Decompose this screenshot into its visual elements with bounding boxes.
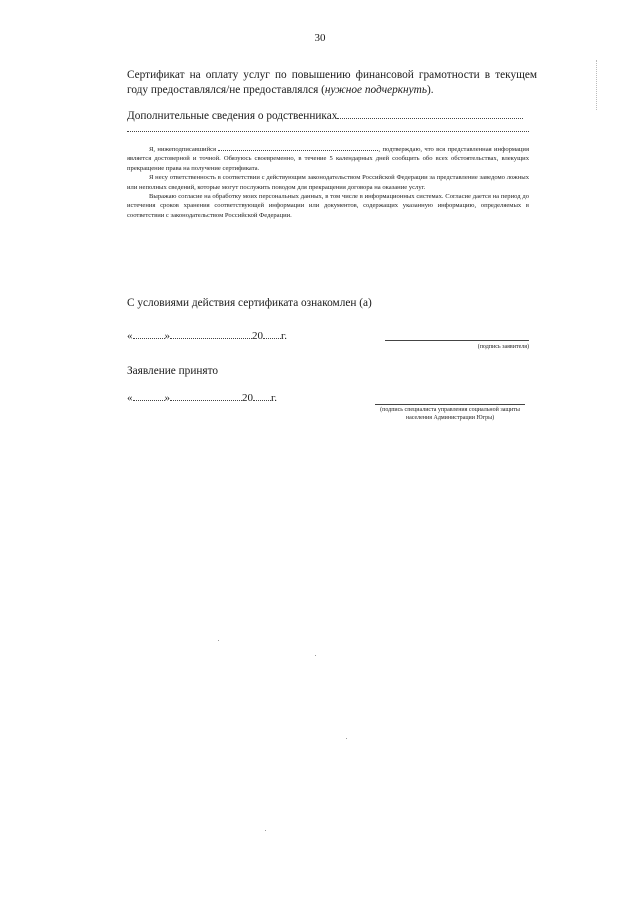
acceptance-label: Заявление принято <box>127 365 219 377</box>
day-line <box>133 329 165 339</box>
certificate-paragraph <box>127 68 537 98</box>
year-prefix: 20 <box>252 330 263 342</box>
certificate-italic-note: нужное подчеркнуть <box>324 84 427 96</box>
scan-speck <box>346 738 347 739</box>
date-close-quote: » <box>164 392 170 404</box>
certificate-closing: ). <box>426 84 434 96</box>
scan-speck <box>265 830 266 831</box>
declaration-paragraph-1 <box>127 144 529 173</box>
acknowledgement-date <box>127 329 287 342</box>
year-line <box>253 391 271 401</box>
declarant-name-line <box>218 144 378 151</box>
relatives-fill-line-2 <box>127 131 529 132</box>
year-suffix: г. <box>271 392 278 404</box>
year-prefix: 20 <box>242 392 253 404</box>
specialist-signature-caption: (подпись специалиста управления социальной защиты населения Администрации Югры) <box>380 407 520 421</box>
year-line <box>263 329 281 339</box>
date-open-quote: « <box>127 330 133 342</box>
relatives-label: Дополнительные сведения о родственниках <box>127 110 338 122</box>
declaration-block <box>127 144 529 220</box>
applicant-signature-caption: (подпись заявителя) <box>477 344 529 350</box>
declaration-paragraph-2: Я несу ответственность в соответствии с действующим законодательством Российской Федерации за представление заведомо ложных или неполных сведений, которые могут послужить поводом для прекращения договора на оказание услуг. <box>127 174 529 191</box>
year-suffix: г. <box>281 330 288 342</box>
acceptance-date <box>127 391 277 404</box>
scan-edge-artifact <box>596 60 598 110</box>
certificate-text: Сертификат на оплату услуг по повышению финансовой грамотности в текущем году предоставлялся/не предоставлялся ( <box>127 69 537 96</box>
acknowledgement-label: С условиями действия сертификата ознакомлен (а) <box>127 297 372 309</box>
month-line <box>170 391 242 401</box>
date-close-quote: » <box>164 330 170 342</box>
specialist-signature-line <box>375 404 525 405</box>
relatives-fill-line <box>337 109 523 119</box>
page-number: 30 <box>314 32 326 44</box>
scan-speck <box>315 655 316 656</box>
declaration-p1-end: , подтверждаю, что вся представленная информация является достоверной и точной. Обязуюсь своевременно, в течение 5 календарных дней сообщить обо всех обстоятельствах, влекущих прекращение права на получение сертификата. <box>127 146 529 172</box>
declaration-paragraph-3: Выражаю согласие на обработку моих персональных данных, в том числе в информационных системах. Согласие дается на период до истечения сроков хранения соответствующей информации или документов, содержащих указанную информацию, определяемых в соответствии с законодательством Российской Федерации. <box>127 193 529 219</box>
relatives-field <box>127 109 537 123</box>
date-open-quote: « <box>127 392 133 404</box>
applicant-signature-line <box>385 340 529 341</box>
day-line <box>133 391 165 401</box>
declaration-p1-start: Я, нижеподписавшийся <box>149 146 217 153</box>
month-line <box>170 329 252 339</box>
scan-speck <box>218 640 219 641</box>
